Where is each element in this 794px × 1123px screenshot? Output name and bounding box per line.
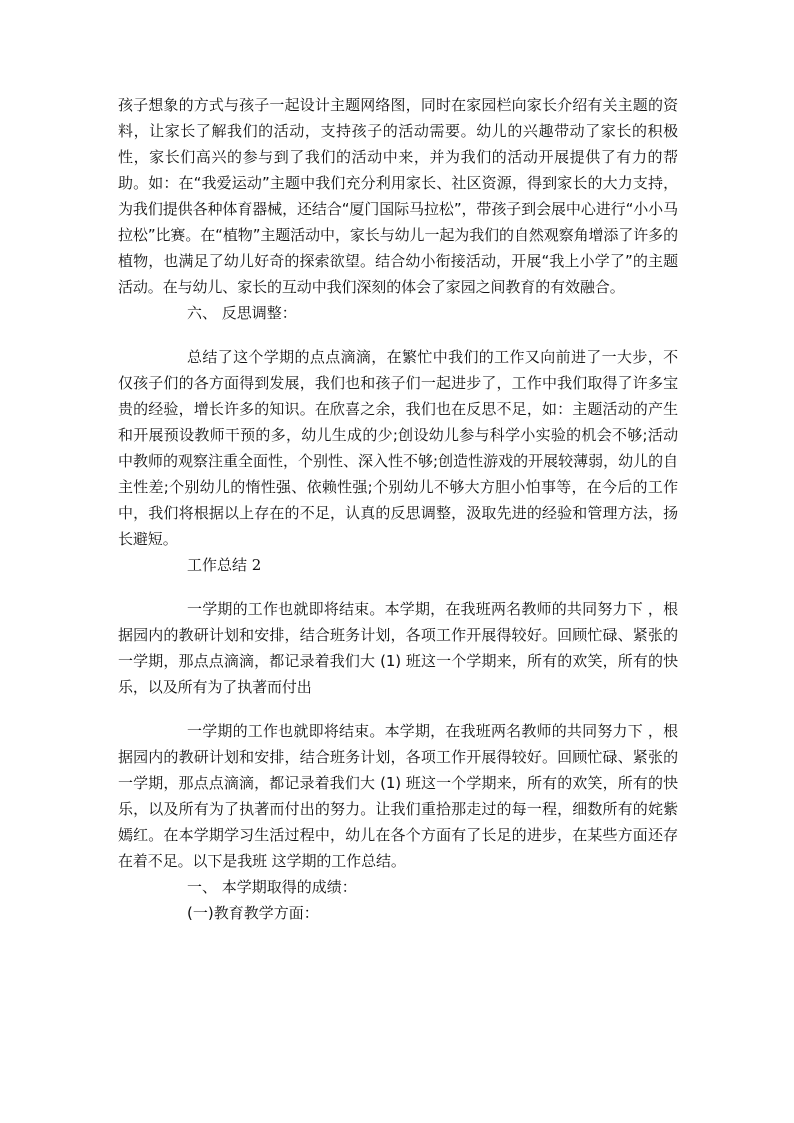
paragraph-semester-intro: 一学期的工作也就即将结束。本学期，在我班两名教师的共同努力下 ，根据园内的教研计划和安排，结合班务计划，各项工作开展得较好。回顾忙碌、紧张的一学期，那点点滴滴，都记录着我们大 (1) 班这一个学期来，所有的欢笑，所有的快乐，以及所有为了执著而付出 [118,600,678,696]
work-summary-title: 工作总结 2 [187,556,262,574]
section-heading-achievements: 一、 本学期取得的成绩： [187,878,357,896]
document-body [118,92,678,926]
paragraph-semester-summary: 一学期的工作也就即将结束。本学期，在我班两名教师的共同努力下 ，根据园内的教研计划和安排，结合班务计划，各项工作开展得较好。回顾忙碌、紧张的一学期，那点点滴滴，都记录着我们大 (1) 班这一个学期来，所有的欢笑，所有的快乐，以及所有为了执著而付出的努力。让我们重拾那走过的每一程，细数所有的姹紫嫣红。在本学期学习生活过程中，幼儿在各个方面有了长足的进步，在某些方面还存在着不足。以下是我班 这学期的工作总结。 [118,722,678,870]
paragraph-home-cooperation: 孩子想象的方式与孩子一起设计主题网络图，同时在家园栏向家长介绍有关主题的资料，让家长了解我们的活动，支持孩子的活动需要。幼儿的兴趣带动了家长的积极性，家长们高兴的参与到了我们的活动中来，并为我们的活动开展提供了有力的帮助。如：在“我爱运动”主题中我们充分利用家长、社区资源，得到家长的大力支持，为我们提供各种体育器械，还结合“厦门国际马拉松”，带孩子到会展中心进行“小小马拉松”比赛。在“植物”主题活动中，家长与幼儿一起为我们的自然观察角增添了许多的植物，也满足了幼儿好奇的探索欲望。结合幼小衔接活动，开展“我上小学了”的主题活动。在与幼儿、家长的互动中我们深刻的体会了家园之间教育的有效融合。 [118,96,678,296]
paragraph-reflection: 总结了这个学期的点点滴滴，在繁忙中我们的工作又向前进了一大步，不仅孩子们的各方面得到发展，我们也和孩子们一起进步了，工作中我们取得了许多宝贵的经验，增长许多的知识。在欣喜之余，我们也在反思不足，如：主题活动的产生和开展预设教师干预的多，幼儿生成的少;创设幼儿参与科学小实验的机会不够;活动中教师的观察注重全面性，个别性、深入性不够;创造性游戏的开展较薄弱，幼儿的自主性差;个别幼儿的惰性强、依赖性强;个别幼儿不够大方胆小怕事等，在今后的工作中，我们将根据以上存在的不足，认真的反思调整，汲取先进的经验和管理方法，扬长避短。 [118,348,678,548]
section-heading-reflection: 六、 反思调整： [187,304,297,322]
subsection-heading-education: (一)教育教学方面： [187,904,319,922]
